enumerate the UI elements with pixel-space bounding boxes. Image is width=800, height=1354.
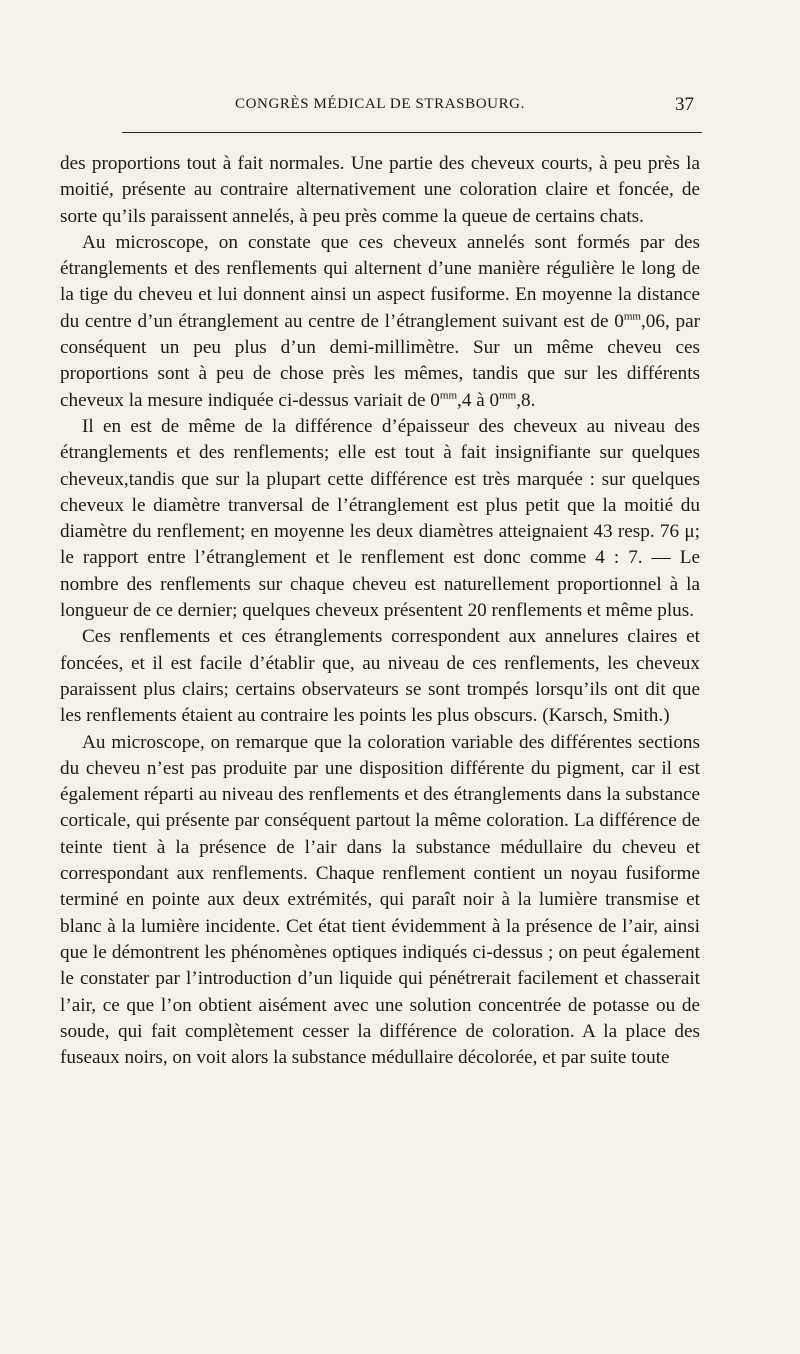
page-number: 37 <box>675 94 694 115</box>
page-header <box>60 96 700 122</box>
paragraph-light-dark-rings: Ces renflements et ces étranglements correspondent aux annelures claires et foncées, et il est facile d’établir que, au niveau de ces renflements, les cheveux paraissent plus clairs; certains observateurs se sont trompés lorsqu’ils ont dit que les renflements étaient au contraire les points les plus obscurs. (Karsch, Smith.) <box>60 626 700 727</box>
paragraph-pigment-air: Au microscope, on remarque que la coloration variable des différentes sections du cheveu n’est pas produite par une disposition différente du pigment, car il est également réparti au niveau des renflements et des étranglements dans la substance corticale, qui présente par conséquent partout la même coloration. La différence de teinte tient à la présence de l’air dans la substance médullaire du cheveu et correspondant aux renflements. Chaque renflement contient un noyau fusiforme terminé en pointe aux deux extrémités, qui paraît noir à la lumière transmise et blanc à la lumière incidente. Cet état tient évidemment à la présence de l’air, ainsi que le démontrent les phénomènes optiques indiqués ci-dessus ; on peut également le constater par l’introduction d’un liquide qui pénétrerait facilement et chasserait l’air, ce que l’on obtient aisément avec une solution concentrée de potasse ou de soude, qui fait complètement cesser la différence de coloration. A la place des fuseaux noirs, on voit alors la substance médullaire décolorée, et par suite toute <box>60 731 700 1069</box>
book-page <box>60 96 700 1071</box>
paragraph-thickness-difference: Il en est de même de la différence d’épaisseur des cheveux au niveau des étranglements et des renflements; elle est tout à fait insignifiante sur quelques cheveux,tandis que sur la plupart cette différence est très marquée : sur quelques cheveux le diamètre tranversal de l’étranglement est plus petit que la moitié du diamètre du renflement; en moyenne les deux diamètres atteignaient 43 resp. 76 μ; le rapport entre l’étranglement et le renflement est donc comme 4 : 7. — Le nombre des renflements sur chaque cheveu est naturellement proportionnel à la longueur de ce dernier; quelques cheveux présentent 20 renflements et même plus. <box>60 415 700 622</box>
paragraph-continuation: des proportions tout à fait normales. Une partie des cheveux courts, à peu près la moitié, présente au contraire alternativement une coloration claire et foncée, de sorte qu’ils paraissent annelés, à peu près comme la queue de certains chats. <box>60 153 700 227</box>
header-rule <box>122 132 702 133</box>
paragraph-microscope-strictures: Au microscope, on constate que ces cheveux annelés sont formés par des étranglements et des renflements qui alternent d’une manière régulière le long de la tige du cheveu et lui donnent ainsi un aspect fusiforme. En moyenne la distance du centre d’un étranglement au centre de l’étranglement suivant est de $0^{mm},06$, par conséquent un peu plus d’un demi-millimètre. Sur un même cheveu ces proportions sont à peu de chose près les mêmes, tandis que sur les différents cheveux la mesure indiquée ci-dessus variait de $0^{mm},4$ à $0^{mm},8$. <box>60 231 700 411</box>
body-text <box>60 151 700 1071</box>
running-title: CONGRÈS MÉDICAL DE STRASBOURG. <box>235 96 525 112</box>
